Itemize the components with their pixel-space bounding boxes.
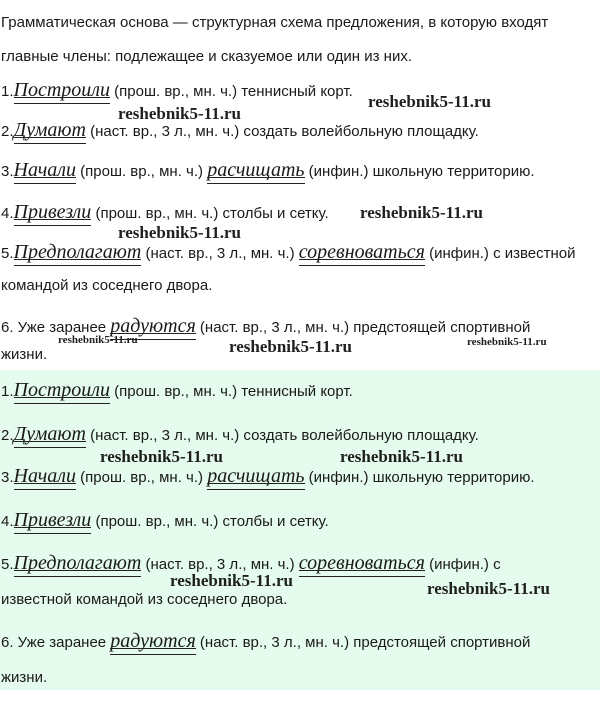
b1-s6-predicate: радуются (110, 315, 196, 337)
watermark: reshebnik5-11.ru (118, 104, 241, 123)
b2-s3-predicate-2: расчищать (207, 465, 305, 487)
watermark: reshebnik5-11.ru (100, 447, 223, 466)
b1-sentence-1 (1, 80, 353, 102)
watermark: reshebnik5-11.ru (58, 334, 138, 346)
watermark: reshebnik5-11.ru (118, 223, 241, 242)
watermark: reshebnik5-11.ru (368, 92, 491, 111)
b1-sentence-4 (1, 202, 329, 224)
b2-s2-predicate: Думают (13, 423, 86, 445)
watermark: reshebnik5-11.ru (427, 579, 550, 598)
b2-s5-rest: (инфин.) с (424, 556, 501, 573)
b1-s2-rest: (наст. вр., 3 л., мн. ч.) создать волейбольную площадку. (85, 123, 479, 140)
watermark: reshebnik5-11.ru (467, 336, 547, 348)
b2-sentence-2 (1, 424, 479, 446)
b1-s5-predicate-2: соревноваться (298, 241, 425, 263)
b2-s5-predicate-2: соревноваться (298, 552, 425, 574)
b2-s6-pre: 6. Уже заранее (1, 634, 111, 651)
watermark: reshebnik5-11.ru (170, 571, 293, 590)
b1-s6-pre: 6. Уже заранее (1, 319, 111, 336)
b2-s6-rest: (наст. вр., 3 л., мн. ч.) предстоящей спортивной (195, 634, 531, 651)
b1-s2-predicate: Думают (13, 119, 86, 141)
b2-s5-num: 5. (1, 556, 14, 573)
b1-sentence-6-cont: жизни. (1, 346, 48, 363)
b2-s3-num: 3. (1, 469, 14, 486)
b2-s4-predicate: Привезли (13, 509, 92, 531)
b1-s6-rest: (наст. вр., 3 л., мн. ч.) предстоящей спортивной (195, 319, 531, 336)
b1-s1-rest: (прош. вр., мн. ч.) теннисный корт. (110, 83, 353, 100)
b2-sentence-3 (1, 466, 535, 488)
b2-s1-rest: (прош. вр., мн. ч.) теннисный корт. (110, 383, 353, 400)
watermark: reshebnik5-11.ru (360, 203, 483, 222)
b2-s3-rest: (инфин.) школьную территорию. (304, 469, 535, 486)
b1-s3-rest: (инфин.) школьную территорию. (304, 163, 535, 180)
b2-s1-num: 1. (1, 383, 14, 400)
b2-s3-predicate: Начали (13, 465, 76, 487)
b1-s5-rest: (инфин.) с известной (424, 245, 576, 262)
b1-s5-num: 5. (1, 245, 14, 262)
b1-s3-predicate: Начали (13, 159, 76, 181)
b1-sentence-5 (1, 242, 576, 264)
b2-sentence-5-cont: известной командой из соседнего двора. (1, 591, 288, 608)
b1-s4-num: 4. (1, 205, 14, 222)
watermark: reshebnik5-11.ru (340, 447, 463, 466)
b2-s6-predicate: радуются (110, 630, 196, 652)
b2-s2-rest: (наст. вр., 3 л., мн. ч.) создать волейбольную площадку. (85, 427, 479, 444)
watermark: reshebnik5-11.ru (229, 337, 352, 356)
b1-s3-predicate-2: расчищать (207, 159, 305, 181)
b1-s1-num: 1. (1, 83, 14, 100)
b2-s5-mid: (наст. вр., 3 л., мн. ч.) (141, 556, 299, 573)
b2-s4-rest: (прош. вр., мн. ч.) столбы и сетку. (91, 513, 329, 530)
b2-s5-predicate: Предполагают (13, 552, 142, 574)
b1-s4-predicate: Привезли (13, 201, 92, 223)
b1-s5-mid: (наст. вр., 3 л., мн. ч.) (141, 245, 299, 262)
b2-sentence-1 (1, 380, 353, 402)
b2-sentence-6-cont: жизни. (1, 669, 48, 686)
b1-s4-rest: (прош. вр., мн. ч.) столбы и сетку. (91, 205, 329, 222)
b1-s3-mid: (прош. вр., мн. ч.) (75, 163, 208, 180)
b1-s1-predicate: Построили (13, 79, 110, 101)
b2-sentence-6 (1, 631, 530, 653)
b2-sentence-4 (1, 510, 329, 532)
b1-s3-num: 3. (1, 163, 14, 180)
b1-sentence-5-cont: командой из соседнего двора. (1, 277, 213, 294)
b1-sentence-3 (1, 160, 535, 182)
b2-s4-num: 4. (1, 513, 14, 530)
b2-s2-num: 2. (1, 427, 14, 444)
intro-paragraph: Грамматическая основа — структурная схема предложения, в которую входят главные члены: подлежащее и сказуемое или один из них. (1, 14, 549, 65)
b2-s1-predicate: Построили (13, 379, 110, 401)
b1-s5-predicate: Предполагают (13, 241, 142, 263)
b1-s2-num: 2. (1, 123, 14, 140)
b2-s3-mid: (прош. вр., мн. ч.) (75, 469, 208, 486)
